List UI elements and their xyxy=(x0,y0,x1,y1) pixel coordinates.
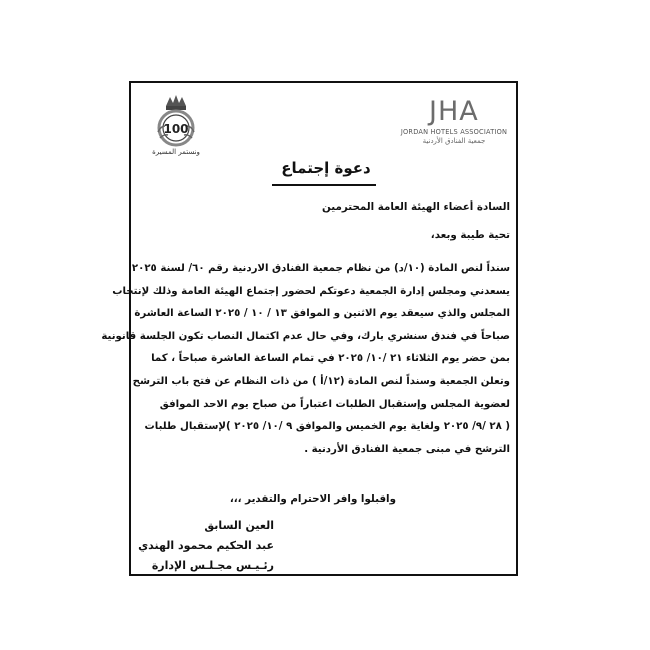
body-line: لعضوية المجلس وإستقبال الطلبات اعتباراً من صباح يوم الاحد الموافق xyxy=(159,398,510,410)
emblem-number: 100 xyxy=(163,122,189,136)
signature-title: العين السابق xyxy=(204,519,274,532)
centennial-emblem-logo xyxy=(148,92,204,166)
jha-logo-arabic: جمعية الفنادق الأردنية xyxy=(422,137,486,145)
body-line: سنداً لنص المادة (١٠/د) من نظام جمعية الفنادق الاردنية رقم ٦٠/ لسنة ٢٠٢٥ xyxy=(131,263,510,274)
body-line: وتعلن الجمعية وسنداً لنص المادة (١٢/أ ) من ذات النظام عن فتح باب الترشح xyxy=(132,375,510,387)
body-line: يسعدني ومجلس إدارة الجمعية دعوتكم لحضور إجتماع الهيئة العامة وذلك لإنتخاب xyxy=(112,285,510,297)
jha-logo xyxy=(399,97,509,147)
body-line: بمن حضر يوم الثلاثاء ٢١ /١٠/ ٢٠٢٥ في تمام الساعة العاشرة صباحاً ، كما xyxy=(151,353,510,365)
body-line: المجلس والذي سيعقد يوم الاثنين و الموافق ١٣ / ١٠ / ٢٠٢٥ الساعة العاشرة xyxy=(134,308,510,320)
jha-logo-english: JORDAN HOTELS ASSOCIATION xyxy=(400,128,508,136)
salutation: السادة أعضاء الهيئة العامة المحترمين xyxy=(322,201,510,213)
signature-name: عبد الحكيم محمود الهندي xyxy=(138,539,274,552)
invitation-title: دعوة إجتماع xyxy=(281,159,371,177)
closing-line: واقبلوا وافر الاحترام والتقدير ،،، xyxy=(229,493,396,505)
jha-logo-letters: JHA xyxy=(429,96,479,127)
body-line: الترشح في مبنى جمعية الفنادق الأردنية . xyxy=(304,443,510,455)
emblem-caption: ونستمر المسيرة xyxy=(152,148,200,156)
greeting: تحية طيبة وبعد، xyxy=(430,229,510,241)
signature-position: رئـيـس مجـلـس الإدارة xyxy=(151,559,274,572)
title-underline xyxy=(272,184,376,186)
body-line: ( ٢٨ /٩/ ٢٠٢٥ ولغاية يوم الخميس والموافق ٩ /١٠/ ٢٠٢٥ )لإستقبال طلبات xyxy=(144,421,510,433)
crown-emblem-icon xyxy=(148,92,204,148)
invitation-body xyxy=(101,258,510,461)
body-line: صباحاً في فندق سنشري بارك، وفي حال عدم اكتمال النصاب تكون الجلسة قانونية xyxy=(101,330,510,342)
